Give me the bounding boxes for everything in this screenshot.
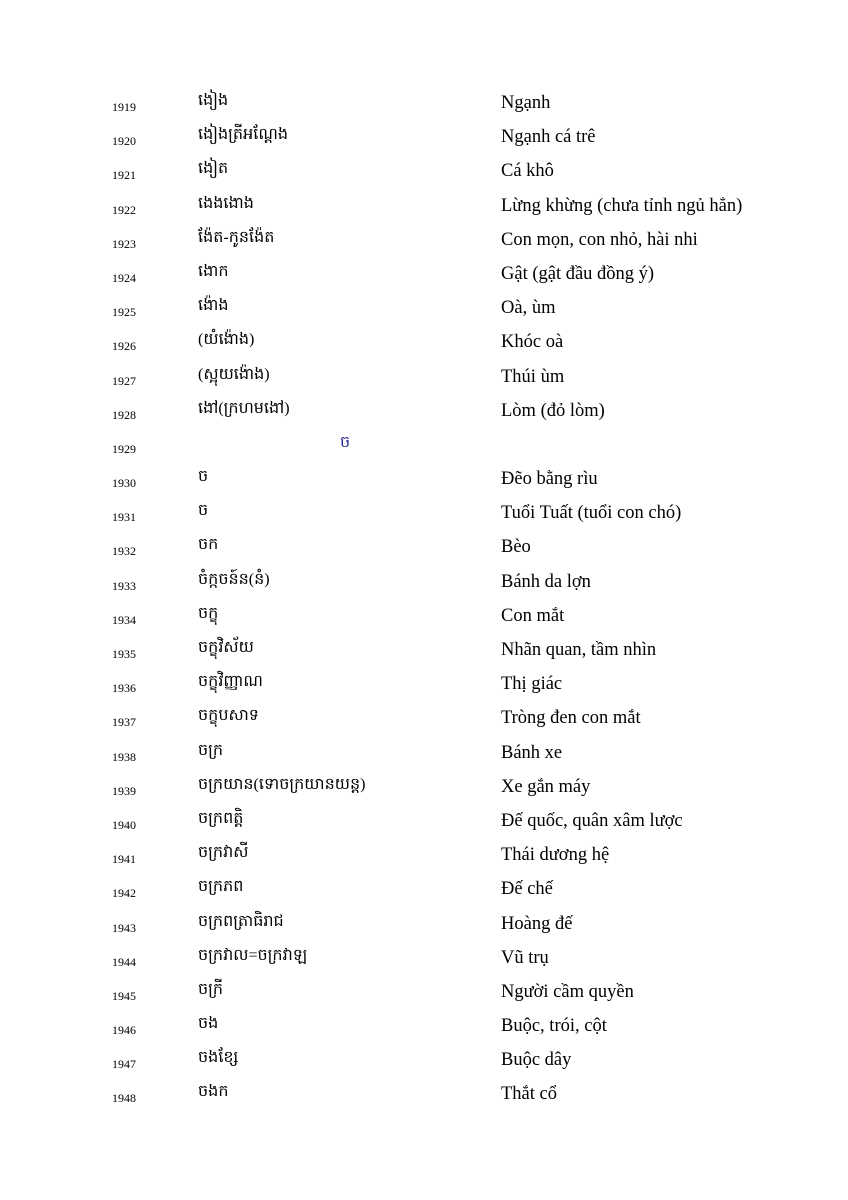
vietnamese-meaning: Thị giác (501, 674, 563, 695)
vietnamese-meaning: Vũ trụ (501, 947, 549, 968)
dictionary-entry (0, 496, 848, 530)
dictionary-entry (0, 633, 848, 667)
dictionary-entry (0, 565, 848, 599)
entry-number: 1945 (112, 988, 136, 1003)
dictionary-entry (0, 154, 848, 188)
entry-number: 1925 (112, 305, 136, 320)
entry-number: 1940 (112, 817, 136, 832)
khmer-term: ចក្រយាន(ទោចក្រយានយន្ត) (198, 775, 366, 793)
entry-number: 1924 (112, 270, 136, 285)
entry-number: 1937 (112, 715, 136, 730)
entry-number: 1931 (112, 510, 136, 525)
dictionary-entry (0, 223, 848, 257)
khmer-term: ចក្ខុ (198, 604, 219, 622)
vietnamese-meaning: Lòm (đỏ lòm) (501, 400, 605, 421)
entry-number: 1948 (112, 1091, 136, 1106)
vietnamese-meaning: Ngạnh (501, 93, 551, 113)
khmer-term: (ស្អុយង៉ោង) (198, 365, 270, 383)
vietnamese-meaning: Buộc dây (501, 1050, 572, 1071)
entry-number: 1936 (112, 681, 136, 696)
dictionary-entry (0, 394, 848, 428)
entry-number: 1944 (112, 954, 136, 969)
dictionary-page (0, 86, 848, 1112)
dictionary-entry (0, 736, 848, 770)
entry-number: 1946 (112, 1023, 136, 1038)
dictionary-entry (0, 1077, 848, 1111)
dictionary-entry (0, 941, 848, 975)
vietnamese-meaning: Con mắt (501, 605, 565, 626)
entry-number: 1927 (112, 373, 136, 388)
khmer-term: (យំង៉ោង) (198, 331, 255, 349)
dictionary-entry (0, 838, 848, 872)
khmer-term: ច (198, 468, 209, 486)
dictionary-entry (0, 1009, 848, 1043)
dictionary-entry (0, 872, 848, 906)
dictionary-entry (0, 428, 848, 462)
dictionary-entry (0, 530, 848, 564)
entry-number: 1938 (112, 749, 136, 764)
vietnamese-meaning: Oà, ùm (501, 298, 556, 319)
entry-number: 1947 (112, 1057, 136, 1072)
entry-number: 1928 (112, 407, 136, 422)
section-heading-letter: ច (340, 433, 351, 451)
khmer-term: ចក្រី (198, 980, 224, 998)
vietnamese-meaning: Tuổi Tuất (tuổi con chó) (501, 503, 682, 524)
vietnamese-meaning: Con mọn, con nhỏ, hài nhi (501, 229, 698, 250)
entry-number: 1920 (112, 134, 136, 149)
khmer-term: ចក្រភព (198, 878, 244, 896)
vietnamese-meaning: Cá khô (501, 161, 554, 182)
khmer-term: ច (198, 502, 209, 520)
dictionary-entry (0, 1043, 848, 1077)
entry-number: 1923 (112, 236, 136, 251)
entry-number: 1926 (112, 339, 136, 354)
vietnamese-meaning: Tròng đen con mắt (501, 708, 641, 729)
vietnamese-meaning: Người cầm quyền (501, 981, 634, 1002)
khmer-term: ចងខ្សែ (198, 1049, 239, 1067)
khmer-term: ចក (198, 536, 219, 554)
dictionary-entry (0, 189, 848, 223)
khmer-term: ចងក (198, 1083, 229, 1101)
entry-number: 1933 (112, 578, 136, 593)
dictionary-entry (0, 86, 848, 120)
khmer-term: ងៀង (198, 92, 229, 109)
khmer-term: ចក្រវាល=ចក្រវាឡ (198, 946, 308, 964)
dictionary-entry (0, 325, 848, 359)
vietnamese-meaning: Thúi ùm (501, 366, 565, 387)
vietnamese-meaning: Bánh xe (501, 742, 563, 763)
dictionary-entry (0, 291, 848, 325)
entry-number: 1941 (112, 852, 136, 867)
dictionary-entry (0, 907, 848, 941)
dictionary-entry (0, 462, 848, 496)
khmer-term: ង៉ោង (198, 297, 229, 315)
dictionary-entry (0, 804, 848, 838)
vietnamese-meaning: Gật (gật đầu đồng ý) (501, 263, 655, 284)
khmer-term: ងៀត (198, 160, 229, 178)
entry-number: 1942 (112, 886, 136, 901)
khmer-term: ចក្រវាសី (198, 844, 249, 862)
dictionary-entry (0, 770, 848, 804)
khmer-term: ចក្ខុវិញ្ញាណ (198, 673, 263, 691)
vietnamese-meaning: Khóc oà (501, 332, 564, 353)
khmer-term: ងៅ(ក្រហមងៅ) (198, 399, 290, 417)
entry-number: 1921 (112, 168, 136, 183)
vietnamese-meaning: Đế chế (501, 879, 553, 900)
dictionary-entry (0, 975, 848, 1009)
dictionary-entry (0, 701, 848, 735)
dictionary-entry (0, 667, 848, 701)
vietnamese-meaning: Đế quốc, quân xâm lược (501, 810, 683, 831)
khmer-term: ចក្រពត្តិ (198, 809, 244, 827)
entry-number: 1932 (112, 544, 136, 559)
vietnamese-meaning: Bèo (501, 537, 531, 558)
vietnamese-meaning: Buộc, trói, cột (501, 1016, 607, 1037)
khmer-term: ចង (198, 1015, 219, 1033)
entry-number: 1919 (112, 100, 136, 114)
khmer-term: ង៉ែត-កូនង៉ែត (198, 228, 275, 246)
vietnamese-meaning: Thái dương hệ (501, 845, 610, 866)
khmer-term: ចក្រ (198, 741, 224, 759)
entry-number: 1934 (112, 612, 136, 627)
khmer-term: ចំក្កចន៍ន(នំ) (198, 570, 270, 588)
dictionary-entry (0, 360, 848, 394)
khmer-term: ចក្ខុបសាទ (198, 707, 259, 725)
entry-number: 1929 (112, 441, 136, 456)
entry-number: 1939 (112, 783, 136, 798)
entry-number: 1935 (112, 647, 136, 661)
vietnamese-meaning: Hoàng đế (501, 913, 573, 934)
entry-number: 1922 (112, 202, 136, 217)
khmer-term: ងោក (198, 262, 229, 280)
khmer-term: ងៀងត្រីអណ្ដែង (198, 126, 288, 144)
dictionary-entry (0, 257, 848, 291)
vietnamese-meaning: Đẽo bằng rìu (501, 469, 598, 490)
vietnamese-meaning: Bánh da lợn (501, 571, 591, 592)
entry-number: 1943 (112, 920, 136, 935)
vietnamese-meaning: Thắt cổ (501, 1084, 557, 1105)
vietnamese-meaning: Xe gắn máy (501, 776, 591, 797)
khmer-term: ចក្រពត្រាធិរាជ (198, 912, 284, 930)
dictionary-entry (0, 120, 848, 154)
vietnamese-meaning: Nhãn quan, tầm nhìn (501, 640, 657, 660)
khmer-term: ងេងងោង (198, 194, 254, 212)
vietnamese-meaning: Ngạnh cá trê (501, 127, 596, 148)
khmer-term: ចក្ខុវិស័យ (198, 639, 254, 656)
vietnamese-meaning: Lừng khừng (chưa tỉnh ngủ hẳn) (501, 195, 743, 216)
entry-number: 1930 (112, 476, 136, 491)
dictionary-entry (0, 599, 848, 633)
